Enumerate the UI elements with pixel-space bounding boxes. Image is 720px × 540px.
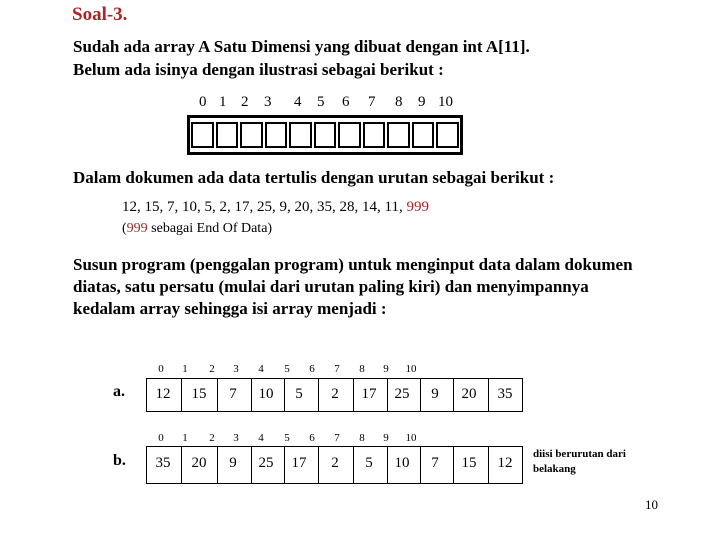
array-value: 15	[191, 386, 207, 402]
array-value: 10	[258, 386, 274, 402]
array-index: 7	[334, 432, 340, 444]
array-value: 10	[394, 455, 410, 471]
intro-line-2: Belum ada isinya dengan ilustrasi sebagai berikut :	[73, 60, 444, 79]
array-value: 9	[431, 386, 439, 402]
task-line-1: Susun program (penggalan program) untuk menginput data dalam dokumen	[73, 255, 633, 274]
empty-array-cell	[265, 122, 288, 148]
array-value: 7	[229, 386, 237, 402]
top-index: 10	[438, 94, 453, 110]
empty-array-cell	[240, 122, 263, 148]
task-line-2: diatas, satu persatu (mulai dari urutan paling kiri) dan menyimpannya	[73, 277, 589, 296]
empty-array-cell	[314, 122, 337, 148]
slide-title: Soal-3.	[72, 4, 128, 25]
note-value: 999	[126, 221, 148, 236]
array-value: 25	[394, 386, 410, 402]
intro-line-1: Sudah ada array A Satu Dimensi yang dibuat dengan int A[11].	[73, 37, 530, 56]
top-index: 4	[294, 94, 302, 110]
array-index: 3	[233, 432, 239, 444]
top-index: 7	[368, 94, 376, 110]
array-index: 10	[405, 363, 417, 375]
empty-array-cell	[363, 122, 386, 148]
array-index: 3	[233, 363, 239, 375]
array-index: 10	[405, 432, 417, 444]
array-index: 5	[284, 363, 290, 375]
array-value: 20	[191, 455, 207, 471]
page-number: 10	[645, 497, 658, 512]
empty-array-cell	[412, 122, 435, 148]
array-index: 2	[209, 432, 215, 444]
top-index: 5	[317, 94, 325, 110]
top-index: 2	[241, 94, 249, 110]
empty-array-cell	[387, 122, 410, 148]
array-value: 17	[361, 386, 377, 402]
top-index: 3	[264, 94, 272, 110]
array-value: 20	[461, 386, 477, 402]
top-index: 9	[418, 94, 426, 110]
array-index: 9	[383, 363, 389, 375]
array-index: 1	[182, 363, 188, 375]
top-index: 0	[199, 94, 207, 110]
array-value: 12	[497, 455, 513, 471]
array-index: 0	[158, 363, 164, 375]
end-of-data-note	[122, 221, 272, 237]
document-data-line	[122, 199, 429, 216]
data-values: 12, 15, 7, 10, 5, 2, 17, 25, 9, 20, 35, 28, 14, 11,	[122, 199, 407, 215]
note-rest: sebagai End Of Data)	[147, 221, 273, 236]
array-value: 5	[365, 455, 373, 471]
note-open: (	[122, 221, 127, 236]
array-value: 12	[155, 386, 171, 402]
array-index: 8	[359, 432, 365, 444]
array-value: 2	[331, 386, 339, 402]
array-value: 15	[461, 455, 477, 471]
array-value: 25	[258, 455, 274, 471]
array-cell-divider	[181, 447, 182, 483]
document-heading: Dalam dokumen ada data tertulis dengan urutan sebagai berikut :	[73, 168, 555, 187]
array-cell-divider	[181, 379, 182, 411]
option-a-label: a.	[113, 383, 125, 400]
empty-array-cell	[216, 122, 239, 148]
top-index: 6	[342, 94, 350, 110]
empty-array-cell	[338, 122, 361, 148]
empty-array-cell	[191, 122, 214, 148]
empty-array-cell	[436, 122, 459, 148]
array-cell-divider	[318, 379, 319, 411]
array-value: 17	[291, 455, 307, 471]
option-b-note: diisi berurutan dari belakang	[533, 448, 626, 475]
array-index: 6	[309, 432, 315, 444]
array-index: 5	[284, 432, 290, 444]
task-line-3: kedalam array sehingga isi array menjadi :	[73, 299, 387, 318]
array-index: 4	[258, 363, 264, 375]
array-cell-divider	[488, 447, 489, 483]
array-index: 6	[309, 363, 315, 375]
array-index: 1	[182, 432, 188, 444]
array-index: 9	[383, 432, 389, 444]
empty-array	[187, 115, 463, 155]
array-value: 35	[155, 455, 171, 471]
end-of-data-value: 999	[406, 199, 429, 215]
top-index: 8	[395, 94, 403, 110]
empty-array-cell	[289, 122, 312, 148]
array-cell-divider	[488, 379, 489, 411]
top-index: 1	[219, 94, 227, 110]
option-b-label: b.	[113, 452, 126, 469]
array-value: 35	[497, 386, 513, 402]
array-index: 4	[258, 432, 264, 444]
array-value: 2	[331, 455, 339, 471]
array-index: 2	[209, 363, 215, 375]
array-cell-divider	[318, 447, 319, 483]
array-value: 9	[229, 455, 237, 471]
array-index: 7	[334, 363, 340, 375]
array-value: 5	[295, 386, 303, 402]
array-value: 7	[431, 455, 439, 471]
array-index: 8	[359, 363, 365, 375]
array-index: 0	[158, 432, 164, 444]
